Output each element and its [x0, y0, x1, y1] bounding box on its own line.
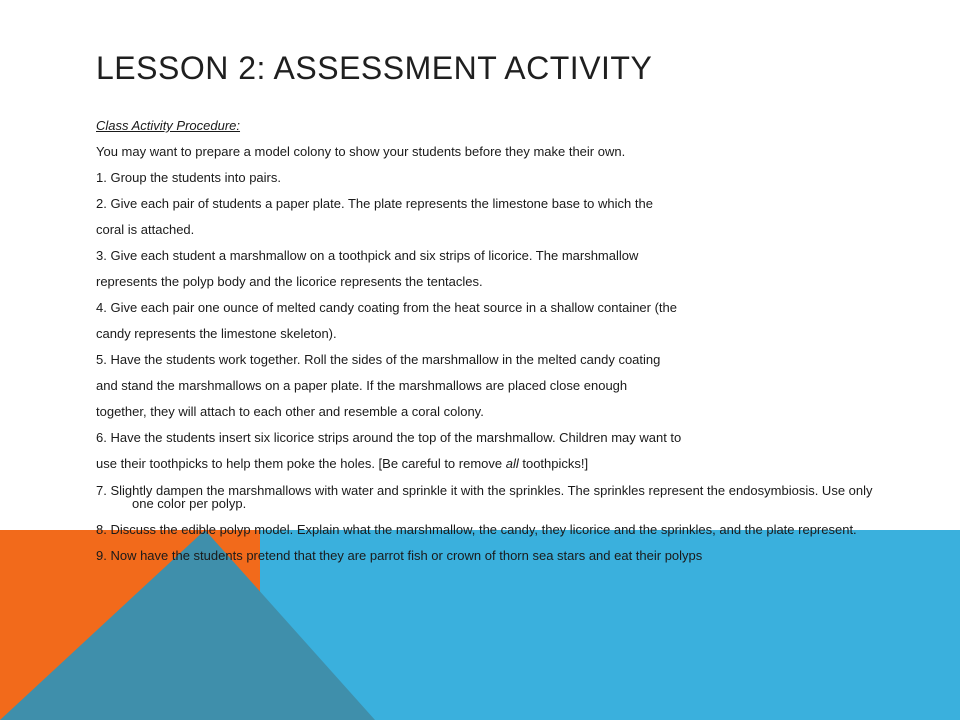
body-line: together, they will attach to each other and resemble a coral colony. [96, 404, 484, 419]
slide-title: LESSON 2: ASSESSMENT ACTIVITY [96, 50, 653, 86]
step-7: 7. Slightly dampen the marshmallows with water and sprinkle it with the sprinkles. The sprinkles represent the endosymbiosis. Use only one color per polyp. [96, 483, 873, 511]
procedure-subheading: Class Activity Procedure: [96, 118, 241, 133]
body-line: 6. Have the students insert six licorice strips around the top of the marshmallow. Children may want to [96, 430, 682, 445]
toothpick-text-after: toothpicks!] [518, 456, 589, 471]
body-line: 3. Give each student a marshmallow on a toothpick and six strips of licorice. The marshmallow [96, 248, 639, 263]
body-line: 1. Group the students into pairs. [96, 170, 281, 185]
body-line: 5. Have the students work together. Roll the sides of the marshmallow in the melted candy coating [96, 352, 661, 367]
body-line: coral is attached. [96, 222, 195, 237]
slide-body [96, 113, 876, 562]
toothpick-text-before: use their toothpicks to help them poke the holes. [Be careful to remove [96, 456, 506, 471]
body-line: and stand the marshmallows on a paper plate. If the marshmallows are placed close enough [96, 378, 628, 393]
body-line: You may want to prepare a model colony to show your students before they make their own. [96, 144, 626, 159]
step-9: 9. Now have the students pretend that they are parrot fish or crown of thorn sea stars and eat their polyps [96, 548, 703, 563]
body-line: candy represents the limestone skeleton). [96, 326, 337, 341]
body-line: represents the polyp body and the licorice represents the tentacles. [96, 274, 483, 289]
toothpick-emphasis: all [505, 456, 519, 471]
body-line: 2. Give each pair of students a paper plate. The plate represents the limestone base to which the [96, 196, 653, 211]
body-line: 4. Give each pair one ounce of melted candy coating from the heat source in a shallow container (the [96, 300, 678, 315]
toothpick-warning-line [96, 451, 876, 477]
step-8: 8. Discuss the edible polyp model. Explain what the marshmallow, the candy, they licorice and the sprinkles, and the plate represent. [96, 522, 857, 537]
